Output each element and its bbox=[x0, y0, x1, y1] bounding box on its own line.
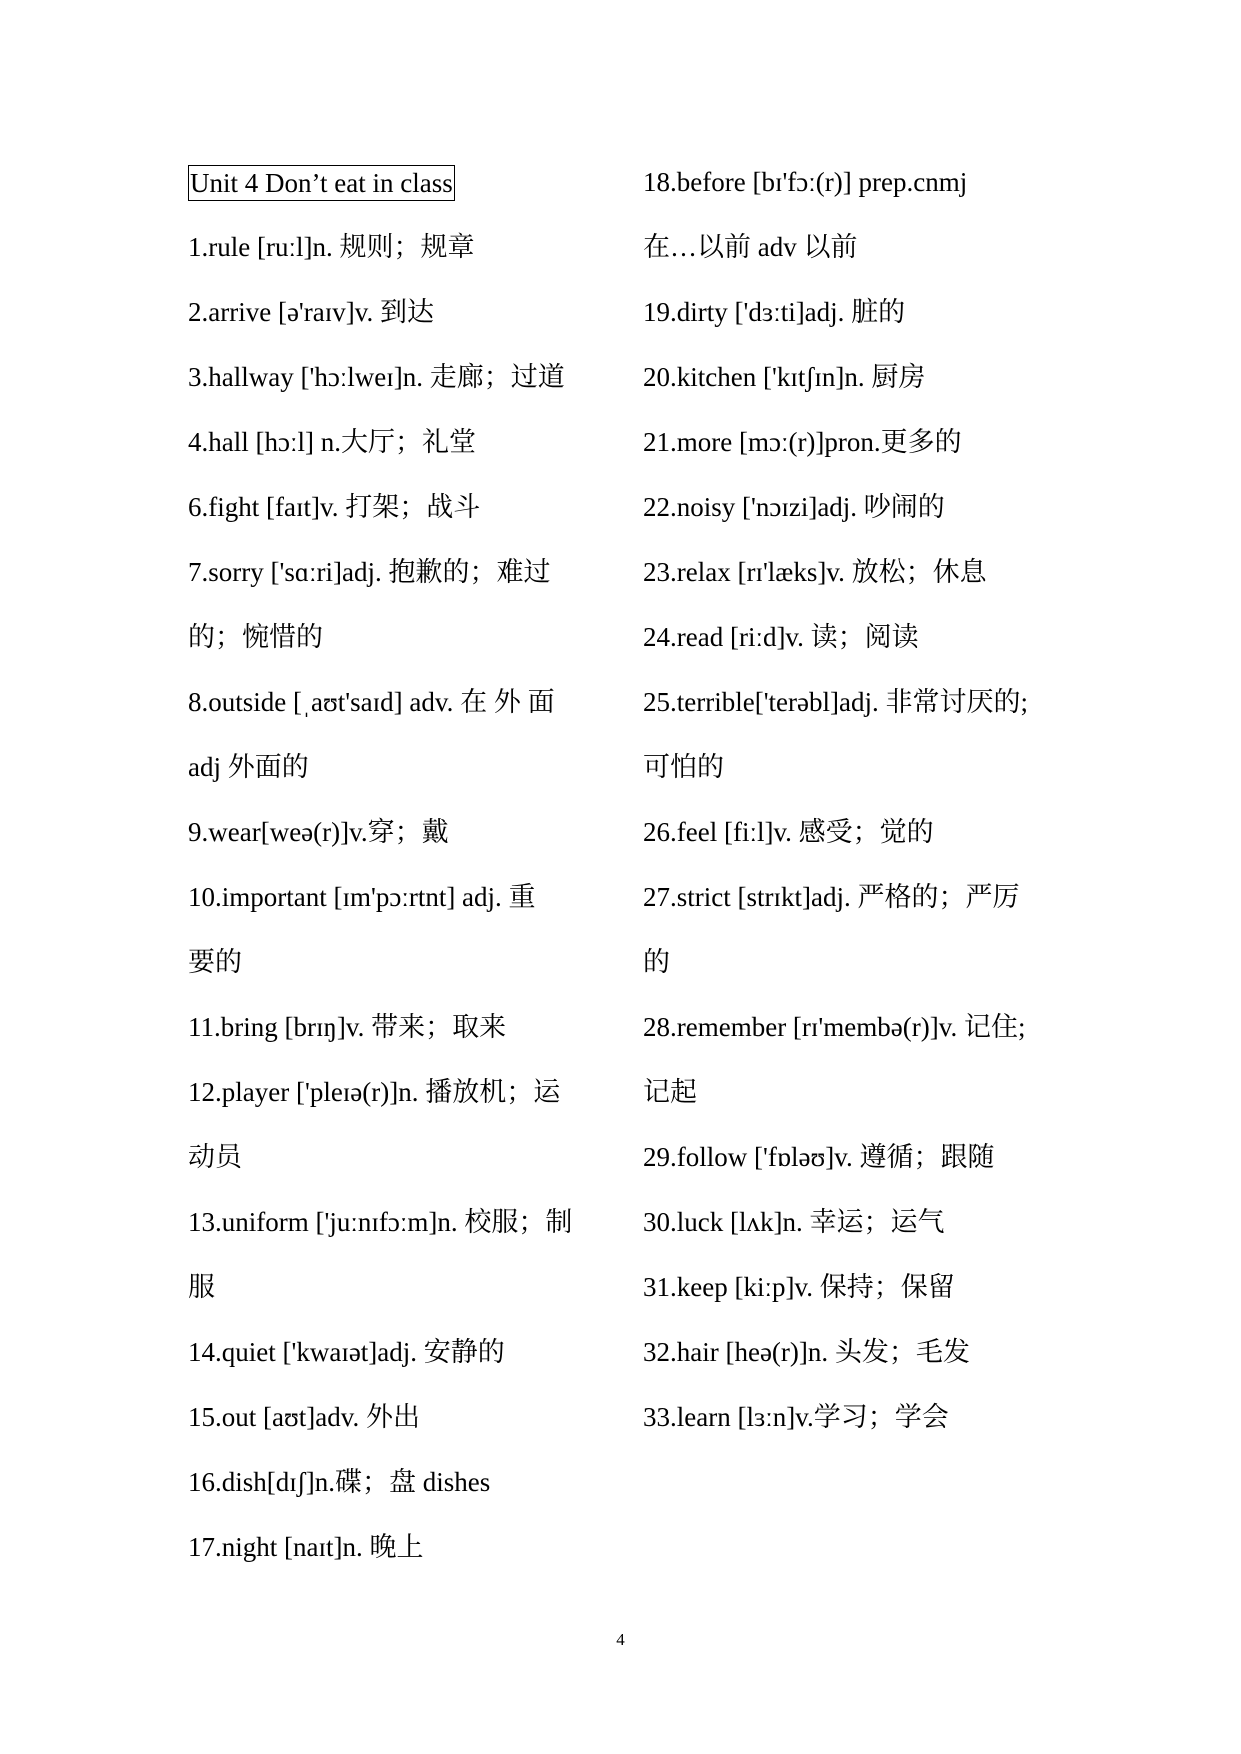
vocab-line: 10.important [ɪm'pɔːrtnt] adj. 重 bbox=[188, 882, 536, 912]
vocab-line: 在…以前 adv 以前 bbox=[643, 232, 858, 262]
vocab-line: 23.relax [rɪ'læks]v. 放松；休息 bbox=[643, 557, 987, 587]
left-column bbox=[188, 150, 618, 1580]
vocab-line: 29.follow ['fɒləʊ]v. 遵循；跟随 bbox=[643, 1142, 995, 1172]
vocab-line: 1.rule [ruːl]n. 规则；规章 bbox=[188, 232, 475, 262]
vocab-line: 可怕的 bbox=[643, 752, 724, 782]
vocab-line: 18.before [bɪ'fɔː(r)] prep.cnmj bbox=[643, 167, 968, 197]
vocab-line: 16.dish[dɪʃ]n.碟；盘 dishes bbox=[188, 1467, 491, 1497]
vocab-line: 17.night [naɪt]n. 晚上 bbox=[188, 1532, 424, 1562]
vocab-line: 24.read [riːd]v. 读；阅读 bbox=[643, 622, 919, 652]
vocab-line: adj 外面的 bbox=[188, 752, 309, 782]
vocab-line: 13.uniform ['juːnɪfɔːm]n. 校服；制 bbox=[188, 1207, 573, 1237]
vocab-line: 7.sorry ['sɑːri]adj. 抱歉的；难过 bbox=[188, 557, 551, 587]
vocab-line: 30.luck [lʌk]n. 幸运；运气 bbox=[643, 1207, 945, 1237]
vocab-line: 动员 bbox=[188, 1142, 242, 1172]
vocab-line: 4.hall [hɔːl] n.大厅；礼堂 bbox=[188, 427, 476, 457]
vocab-line: 32.hair [heə(r)]n. 头发；毛发 bbox=[643, 1337, 970, 1367]
vocab-line: 服 bbox=[188, 1272, 215, 1302]
page-number: 4 bbox=[616, 1630, 625, 1649]
vocab-line: 26.feel [fiːl]v. 感受；觉的 bbox=[643, 817, 934, 847]
vocab-line: 28.remember [rɪ'membə(r)]v. 记住; bbox=[643, 1012, 1026, 1042]
title-line bbox=[188, 150, 618, 215]
vocab-line: 20.kitchen ['kɪtʃɪn]n. 厨房 bbox=[643, 362, 926, 392]
vocab-line: 2.arrive [ə'raɪv]v. 到达 bbox=[188, 297, 435, 327]
vocab-line: 11.bring [brɪŋ]v. 带来；取来 bbox=[188, 1012, 507, 1042]
vocab-line: 15.out [aʊt]adv. 外出 bbox=[188, 1402, 421, 1432]
vocab-line: 要的 bbox=[188, 947, 242, 977]
vocab-line: 9.wear[weə(r)]v.穿；戴 bbox=[188, 817, 449, 847]
unit-title: Unit 4 Don’t eat in class bbox=[188, 165, 455, 201]
vocab-line: 的 bbox=[643, 947, 670, 977]
vocab-line: 25.terrible['terəbl]adj. 非常讨厌的; bbox=[643, 687, 1029, 717]
vocab-line: 27.strict [strɪkt]adj. 严格的；严厉 bbox=[643, 882, 1020, 912]
vocab-line: 6.fight [faɪt]v. 打架；战斗 bbox=[188, 492, 481, 522]
vocab-line: 14.quiet ['kwaɪət]adj. 安静的 bbox=[188, 1337, 505, 1367]
vocab-line: 33.learn [lɜːn]v.学习；学会 bbox=[643, 1402, 949, 1432]
vocab-line: 3.hallway ['hɔːlweɪ]n. 走廊；过道 bbox=[188, 362, 565, 392]
vocab-line: 记起 bbox=[643, 1077, 697, 1107]
vocab-line: 31.keep [kiːp]v. 保持；保留 bbox=[643, 1272, 955, 1302]
vocab-line: 的；惋惜的 bbox=[188, 622, 323, 652]
right-column bbox=[643, 150, 1083, 1450]
vocab-line: 22.noisy ['nɔɪzi]adj. 吵闹的 bbox=[643, 492, 945, 522]
vocab-line: 21.more [mɔː(r)]pron.更多的 bbox=[643, 427, 962, 457]
vocab-line: 12.player ['pleɪə(r)]n. 播放机；运 bbox=[188, 1077, 561, 1107]
vocab-line: 19.dirty ['dɜːti]adj. 脏的 bbox=[643, 297, 906, 327]
vocab-line: 8.outside [ˌaʊt'saɪd] adv. 在 外 面 bbox=[188, 687, 555, 717]
